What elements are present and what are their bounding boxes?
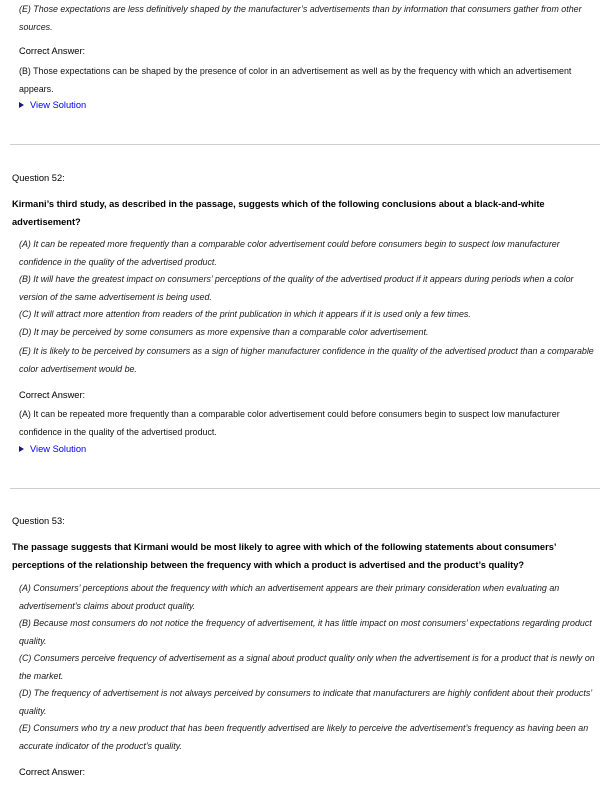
q51-option-e: (E) Those expectations are less definitively shaped by the manufacturer’s advertisements than by information that consumers gather from other sources. — [19, 4, 582, 32]
q53-correct-answer-label: Correct Answer: — [19, 767, 86, 777]
q51-correct-answer-label: Correct Answer: — [19, 46, 86, 56]
q52-view-solution-label: View Solution — [30, 444, 87, 454]
expand-triangle-icon — [19, 446, 24, 452]
q52-correct-answer-text: (A) It can be repeated more frequently than a comparable color advertisement could before consumers begin to suspect low manufacturer confidence in the quality of the advertised product. — [19, 409, 560, 437]
q53-option-e: (E) Consumers who try a new product that has been frequently advertised are likely to perceive the advertisement’s frequency as having been an accurate indicator of the product’s quality. — [19, 723, 589, 751]
q52-correct-answer-label: Correct Answer: — [19, 390, 86, 400]
q52-stem: Kirmani’s third study, as described in the passage, suggests which of the following conclusions about a black-and-white advertisement? — [12, 199, 545, 227]
q52-number: Question 52: — [12, 173, 65, 183]
q51-view-solution-link[interactable] — [19, 97, 86, 113]
q53-option-b: (B) Because most consumers do not notice the frequency of advertisement, it has little impact on most consumers’ expectations regarding product quality. — [19, 618, 592, 646]
q52-option-b: (B) It will have the greatest impact on consumers’ perceptions of the quality of the advertised product if it appears during periods when a color version of the same advertisement is being used. — [19, 274, 574, 302]
q52-view-solution-link[interactable] — [19, 441, 86, 457]
q52-option-c: (C) It will attract more attention from readers of the print publication in which it appears if it is used only a few times. — [19, 309, 471, 319]
q53-number: Question 53: — [12, 516, 65, 526]
q53-option-a: (A) Consumers’ perceptions about the frequency with which an advertisement appears are their primary consideration when evaluating an advertisement’s claims about product quality. — [19, 583, 560, 611]
q52-option-e: (E) It is likely to be perceived by consumers as a sign of higher manufacturer confidence in the quality of the advertised product than a comparable color advertisement would be. — [19, 346, 594, 374]
q52-option-a: (A) It can be repeated more frequently than a comparable color advertisement could before consumers begin to suspect low manufacturer confidence in the quality of the advertised product. — [19, 239, 560, 267]
q53-option-c: (C) Consumers perceive frequency of advertisement as a signal about product quality only when the advertisement is for a product that is newly on the market. — [19, 653, 595, 681]
q52-option-d: (D) It may be perceived by some consumers as more expensive than a comparable color advertisement. — [19, 327, 429, 337]
q53-stem: The passage suggests that Kirmani would be most likely to agree with which of the following statements about consumers’ perceptions of the relationship between the frequency with which a product is advertised and the product’s quality? — [12, 542, 556, 570]
divider — [10, 488, 600, 489]
divider — [10, 144, 600, 145]
q53-option-d: (D) The frequency of advertisement is not always perceived by consumers to indicate that manufacturers are highly confident about their products’ quality. — [19, 688, 592, 716]
expand-triangle-icon — [19, 102, 24, 108]
q51-correct-answer-text: (B) Those expectations can be shaped by the presence of color in an advertisement as well as by the frequency with which an advertisement appears. — [19, 66, 572, 94]
q51-view-solution-label: View Solution — [30, 100, 87, 110]
